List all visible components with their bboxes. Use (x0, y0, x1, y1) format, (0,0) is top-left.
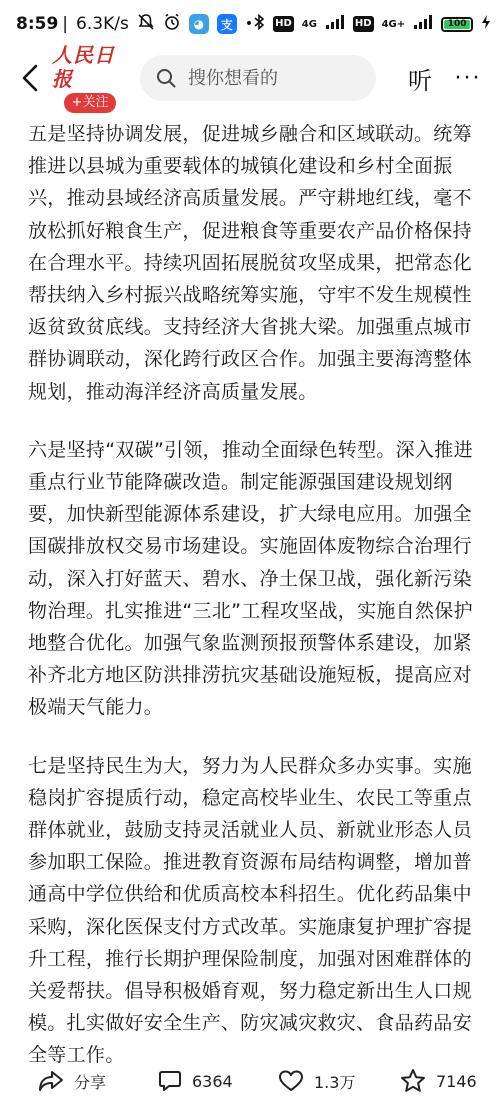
favorite-count: 7146 (436, 1071, 477, 1091)
share-button[interactable] (38, 1069, 158, 1093)
top-nav-bar (0, 43, 500, 110)
article-body (28, 118, 480, 1098)
signal-label-2: 4G+ (381, 18, 406, 30)
app-notification-icon: ◕ (189, 14, 209, 34)
comment-button[interactable] (158, 1069, 278, 1093)
search-icon (156, 68, 176, 88)
back-button[interactable] (12, 56, 48, 100)
bottom-action-bar (0, 1056, 500, 1106)
status-bar (0, 0, 500, 48)
status-time: 8:59 (16, 14, 59, 34)
star-icon (400, 1068, 426, 1094)
alipay-icon: 支 (217, 14, 237, 34)
listen-button[interactable]: 听 (408, 66, 432, 95)
comment-count: 6364 (192, 1071, 233, 1091)
bluetooth-icon (253, 13, 265, 36)
network-speed: 6.3K/s (76, 14, 129, 34)
like-count: 1.3万 (314, 1072, 356, 1092)
status-separator: | (62, 14, 69, 34)
search-input[interactable] (186, 67, 360, 90)
hd-badge-icon: HD (273, 16, 294, 32)
article-paragraph: 七是坚持民生为大，努力为人民群众多办实事。实施稳岗扩容提质行动，稳定高校毕业生、农民工等重点群体就业，鼓励支持灵活就业人员、新就业形态人员参加职工保险。推进教育资源布局结构调整，增加普通高中学位供给和优质高校本科招生。优化药品集中采购，深化医保支付方式改革。实施康复护理扩容提升工程，推行长期护理保险制度，加强对困难群体的关爱帮扶。倡导积极婚育观，努力稳定新出生人口规模。扎实做好安全生产、防灾减灾救灾、食品药品安全等工作。 (28, 754, 472, 1067)
status-left (16, 13, 253, 36)
mute-icon (137, 13, 155, 36)
share-icon (38, 1069, 64, 1093)
hd-badge-icon-2: HD (353, 16, 374, 32)
signal-label-1: 4G (301, 18, 317, 30)
more-options-button[interactable]: ··· (454, 65, 482, 91)
search-box[interactable] (140, 55, 376, 101)
more-notifications-dot: • (244, 16, 254, 32)
publisher-brand[interactable] (52, 43, 128, 113)
battery-percent: 100 (447, 19, 467, 29)
favorite-button[interactable] (400, 1068, 490, 1094)
publisher-logo: 人民日报 (52, 43, 115, 91)
article-paragraph: 五是坚持协调发展，促进城乡融合和区域联动。统筹推进以县城为重要载体的城镇化建设和乡村全面振兴，推动县域经济高质量发展。严守耕地红线，毫不放松抓好粮食生产，促进粮食等重要农产品价格保持在合理水平。持续巩固拓展脱贫攻坚成果，把常态化帮扶纳入乡村振兴战略统筹实施，守牢不发生规模性返贫致贫底线。支持经济大省挑大梁。加强重点城市群协调联动，深化跨行政区合作。加强主要海湾整体规划，推动海洋经济高质量发展。 (28, 123, 472, 403)
like-button[interactable] (278, 1069, 400, 1093)
status-right (253, 13, 491, 36)
article-paragraph: 六是坚持“双碳”引领，推动全面绿色转型。深入推进重点行业节能降碳改造。制定能源强国建设规划纲要，加快新型能源体系建设，扩大绿电应用。加强全国碳排放权交易市场建设。实施固体废物综合治理行动，深入打好蓝天、碧水、净土保卫战，强化新污染物治理。扎实推进“三北”工程攻坚战，实施自然保护地整合优化。加强气象监测预报预警体系建设，加紧补齐北方地区防洪排涝抗灾基础设施短板，提高应对极端天气能力。 (28, 438, 473, 719)
signal-bars-icon (325, 14, 345, 35)
signal-bars-icon-2 (413, 14, 433, 35)
heart-icon (278, 1069, 304, 1093)
comment-icon (158, 1069, 182, 1093)
battery-icon (441, 17, 473, 32)
charging-icon (481, 14, 491, 35)
chevron-left-icon (20, 63, 40, 93)
share-label: 分享 (74, 1072, 107, 1092)
alarm-icon (163, 13, 181, 36)
follow-button[interactable]: +关注 (64, 93, 117, 113)
